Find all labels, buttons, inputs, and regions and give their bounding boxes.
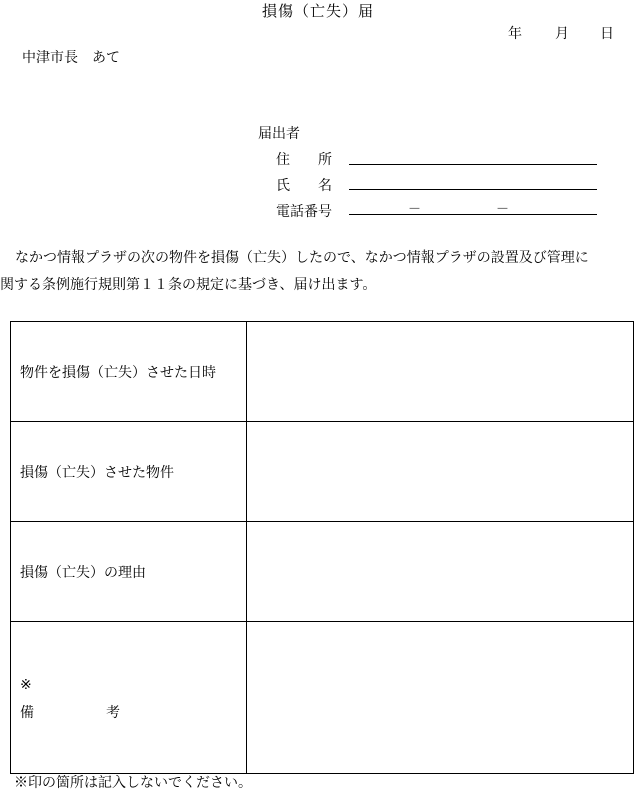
reason-field[interactable] <box>247 522 634 622</box>
footnote: ※印の箇所は記入しないでください。 <box>14 775 252 791</box>
table-row <box>11 322 634 422</box>
phone-dash-2: － <box>496 202 510 217</box>
body-line-1: なかつ情報プラザの次の物件を損傷（亡失）したので、なかつ情報プラザの設置及び管理に <box>15 250 589 266</box>
report-form-table <box>10 321 634 774</box>
body-line-2: 関する条例施行規則第１１条の規定に基づき、届け出ます。 <box>0 277 377 293</box>
address-label: 住 所 <box>276 152 332 168</box>
remarks-label-cell <box>11 622 247 774</box>
date-month-label: 月 <box>555 26 569 42</box>
name-field[interactable] <box>349 189 597 190</box>
datetime-field[interactable] <box>247 322 634 422</box>
remarks-field[interactable] <box>247 622 634 774</box>
phone-field[interactable] <box>349 214 597 215</box>
remarks-mark: ※ <box>20 677 32 693</box>
phone-label: 電話番号 <box>276 204 332 220</box>
applicant-heading: 届出者 <box>258 126 300 142</box>
phone-dash-1: － <box>408 202 422 217</box>
body-paragraph <box>0 245 635 299</box>
date-year-label: 年 <box>508 26 522 42</box>
name-label: 氏 名 <box>276 178 332 194</box>
remarks-label-first: 備 <box>20 705 34 721</box>
address-field[interactable] <box>349 164 597 165</box>
datetime-label: 物件を損傷（亡失）させた日時 <box>11 322 247 422</box>
table-row <box>11 522 634 622</box>
item-label: 損傷（亡失）させた物件 <box>11 422 247 522</box>
item-field[interactable] <box>247 422 634 522</box>
reason-label: 損傷（亡失）の理由 <box>11 522 247 622</box>
date-day-label: 日 <box>600 26 614 42</box>
addressee: 中津市長 あて <box>22 50 120 66</box>
table-row <box>11 422 634 522</box>
remarks-label-second: 考 <box>106 705 120 721</box>
document-title: 損傷（亡失）届 <box>262 2 375 20</box>
table-row <box>11 622 634 774</box>
